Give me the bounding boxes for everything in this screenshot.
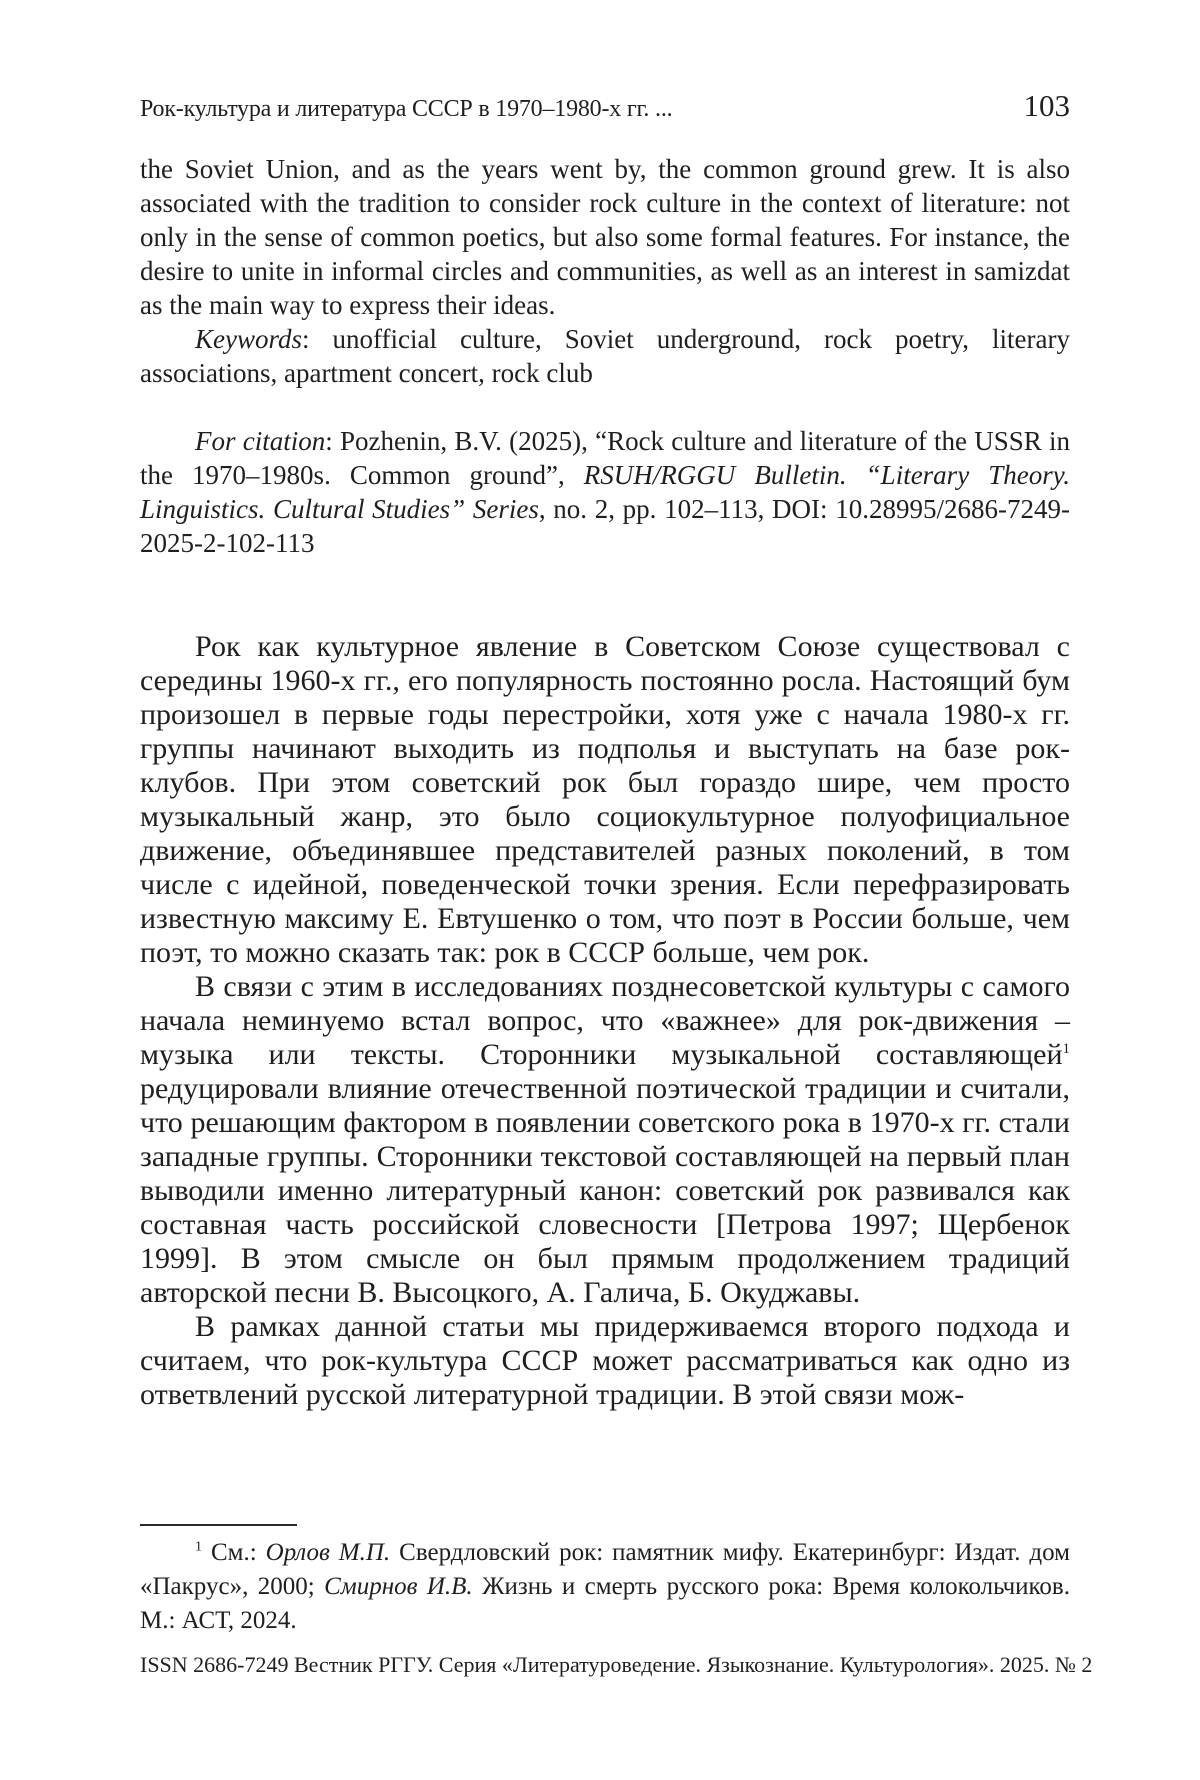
body-paragraph-3: В рамках данной статьи мы придерживаемся второго подхода и считаем, что рок-культура СССР может рассматриваться как одно из ответвлений русской литературной традиции. В этой связи мож- [140,1310,1070,1411]
english-abstract [140,152,1070,560]
article-body [140,630,1070,1412]
footnote-1 [140,1536,1070,1638]
keywords-label: Keywords [195,324,302,354]
citation [140,424,1070,560]
citation-details: , no. 2, pp. 102–113, DOI: 10.28995/2686-7249-2025-2-102-113 [140,494,1070,558]
running-head [140,88,1070,124]
page-number: 103 [1023,88,1070,123]
footnote-number: 1 [195,1539,202,1555]
abstract-continuation: the Soviet Union, and as the years went by, the common ground grew. It is also associated with the tradition to consider rock culture in the context of literature: not only in the sense of common poetics, but also some formal features. For instance, the desire to unite in informal circles and communities, as well as an interest in samizdat as the main way to express their ideas. [140,154,1070,320]
body-paragraph-1: Рок как культурное явление в Советском Союзе существовал с середины 1960-х гг., его популярность постоянно росла. Настоящий бум произошел в первые годы перестройки, хотя уже с начала 1980-х гг. группы начинают выходить из подполья и выступать на базе рок-клубов. При этом советский рок был гораздо шире, чем просто музыкальный жанр, это было социокультурное полуофициальное движение, объединявшее представителей разных поколений, в том числе с идейной, поведенческой точки зрения. Если перефразировать известную максиму Е. Евтушенко о том, что поэт в России больше, чем поэт, то можно сказать так: рок в СССР больше, чем рок. [140,630,1070,969]
footnote-text-1: Свердловский рок: памятник мифу. Екатеринбург: Издат. дом «Пакрус», 2000; [140,1539,1070,1600]
journal-footer: ISSN 2686-7249 Вестник РГГУ. Серия «Литературоведение. Языкознание. Культурология». 2025. № 2 [140,1652,1093,1677]
footnote-reference[interactable]: 1 [1062,1041,1070,1057]
footnote-divider [140,1524,297,1526]
footnote-prefix: См.: [202,1539,266,1566]
keywords [140,322,1070,390]
footnote-text-2: Жизнь и смерть русского рока: Время колокольчиков. М.: АСТ, 2024. [140,1573,1070,1634]
paragraph-2-before-note: В связи с этим в исследованиях позднесоветской культуры с самого начала неминуемо встал вопрос, что «важнее» для рок-движения – музыка или тексты. Сторонники музыкальной составляющей [140,970,1070,1071]
citation-label: For citation [195,426,326,456]
footnote-author-2: Смирнов И.В. [324,1573,473,1600]
body-paragraph-2 [140,970,1070,1310]
journal-page [140,0,1093,1780]
keywords-text: : unofficial culture, Soviet underground, rock poetry, literary associations, apartment concert, rock club [140,324,1070,388]
footnote-author-1: Орлов М.П. [265,1539,391,1566]
citation-journal: RSUH/RGGU Bulletin. “Literary Theory. Linguistics. Cultural Studies” Series [140,460,1071,524]
running-title: Рок-культура и литература СССР в 1970–1980-х гг. ... [140,96,673,122]
citation-text: : Pozhenin, B.V. (2025), “Rock culture and literature of the USSR in the 1970–1980s. Common ground”, [140,426,1070,490]
paragraph-2-after-note: редуцировали влияние отечественной поэтической традиции и считали, что решающим фактором в появлении советского рока в 1970-х гг. стали западные группы. Сторонники текстовой составляющей на первый план выводили именно литературный канон: советский рок развивался как составная часть российской словесности [Петрова 1997; Щербенок 1999]. В этом смысле он был прямым продолжением традиций авторской песни В. Высоцкого, А. Галича, Б. Окуджавы. [140,1072,1070,1309]
